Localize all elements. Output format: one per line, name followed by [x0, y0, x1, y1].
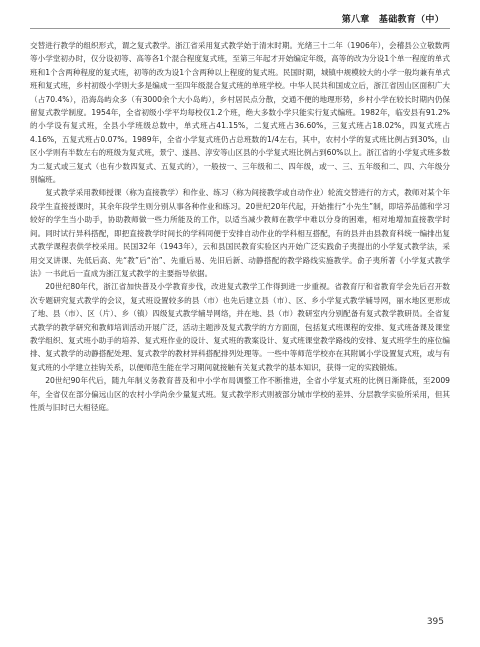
header-divider	[30, 28, 450, 29]
paragraph: 交替进行教学的组织形式，谓之复式教学。浙江省采用复式教学始于清末时期。光绪三十二年（1906年），会稽县公立敬数两等小学堂初办时，仅分设初等、高等各1个混合程度复式班，至第三年起才开始编定年级，高等的改为分设1个单一程度的单式班和1个含两种程度的复式班，初等的改为设1个含两种以上程度的复式班。民国时期，城镇中规模较大的小学一般均兼有单式班和复式班，乡村初级小学则大多是编成一至四年级混合复式班的单班学校。中华人民共和国成立后，浙江省因山区面积广大（占70.4%），沿海岛屿众多（有3000余个大小岛屿），乡村居民点分散，交通不便的地理形势，乡村小学在较长时期内仍保留复式教学制度。1954年，全省初级小学平均每校仅1.2个班，绝大多数小学只能实行复式编班。1982年，临安县有91.2%的小学设有复式班，全县小学班级总数中，单式班占41.15%，二复式班占36.60%，三复式班占18.02%，四复式班占4.16%，五复式班占0.07%。1989年，全省小学复式班仍占总班数的1/4左右，其中，农村小学的复式班比例占到30%，山区小学则有半数左右的班级为复式班，景宁、遂昌、淳安等山区县的小学复式班比例占到60%以上。浙江省的小学复式班多数为二复式或三复式（也有少数四复式、五复式的），一般按一、三年级和二、四年级，或一、三、五年级和二、四、六年级分别编班。	[30, 41, 450, 185]
body-text	[30, 39, 450, 414]
paragraph: 20世纪80年代，浙江省加快普及小学教育步伐，改进复式教学工作得到进一步重视。省教育厅和省教育学会先后召开数次专题研究复式教学的会议，复式班设置较多的县（市）也先后建立县（市）、区、乡小学复式教学辅导网，丽水地区更形成了地、县（市）、区（片）、乡（镇）四级复式教学辅导网络，并在地、县（市）教研室内分别配备有复式教学教研员。全省复式教学的教学研究和教师培训活动开展广泛，活动主题涉及复式教学的方方面面，包括复式班课程的安排、复式班备课及课堂教学组织、复式班小助手的培养、复式班作业的设计、复式班的教案设计、复式班课堂教学路线的安排、复式班学生的座位编排、复式教学的动静搭配处理、复式教学的教材异科搭配排列处理等。一些中等师范学校亦在其附属小学设置复式班，或与有复式班的小学建立挂钩关系，以便师范生能在学习期间就接触有关复式教学的基本知识，获得一定的实践锻炼。	[30, 282, 450, 372]
paragraph: 复式教学采用教师授课（称为直接教学）和作业、练习（称为间接教学或自动作业）轮流交替进行的方式，教师对某个年段学生直接授课时，其余年段学生则分别从事各种作业和练习。20世纪20年代起，开始推行“小先生”制，即培养品德和学习较好的学生当小助手，协助教师做一些力所能及的工作，以适当减少教师在教学中难以分身的困难，相对地增加直接教学时间。同时试行异科搭配，即把直接教学时间长的学科同便于安排自动作业的学科相互搭配，有的县并由县教育科统一编排出复式教学课程表供学校采用。民国32年（1943年），云和县国民教育实验区内开始广泛实践俞子夷提出的小学复式教学法，采用交叉讲课、先低后高、先“教”后“治”、先重后易、先旧后新、动静搭配的教学路线实施教学。俞子夷所著《小学复式教学法》一书此后一直成为浙江复式教学的主要指导依据。	[30, 188, 450, 278]
page-number: 395	[426, 617, 444, 627]
paragraph: 20世纪90年代后，随九年制义务教育普及和中小学布局调整工作不断推进，全省小学复式班的比例日渐降低，至2009年，全省仅在部分偏远山区的农村小学尚余少量复式班。复式教学形式则被部分城市学校的差异、分层教学实验所采用，但其性质与旧时已大相径庭。	[30, 376, 450, 412]
running-header: 第八章 基础教育（中）	[341, 15, 444, 25]
